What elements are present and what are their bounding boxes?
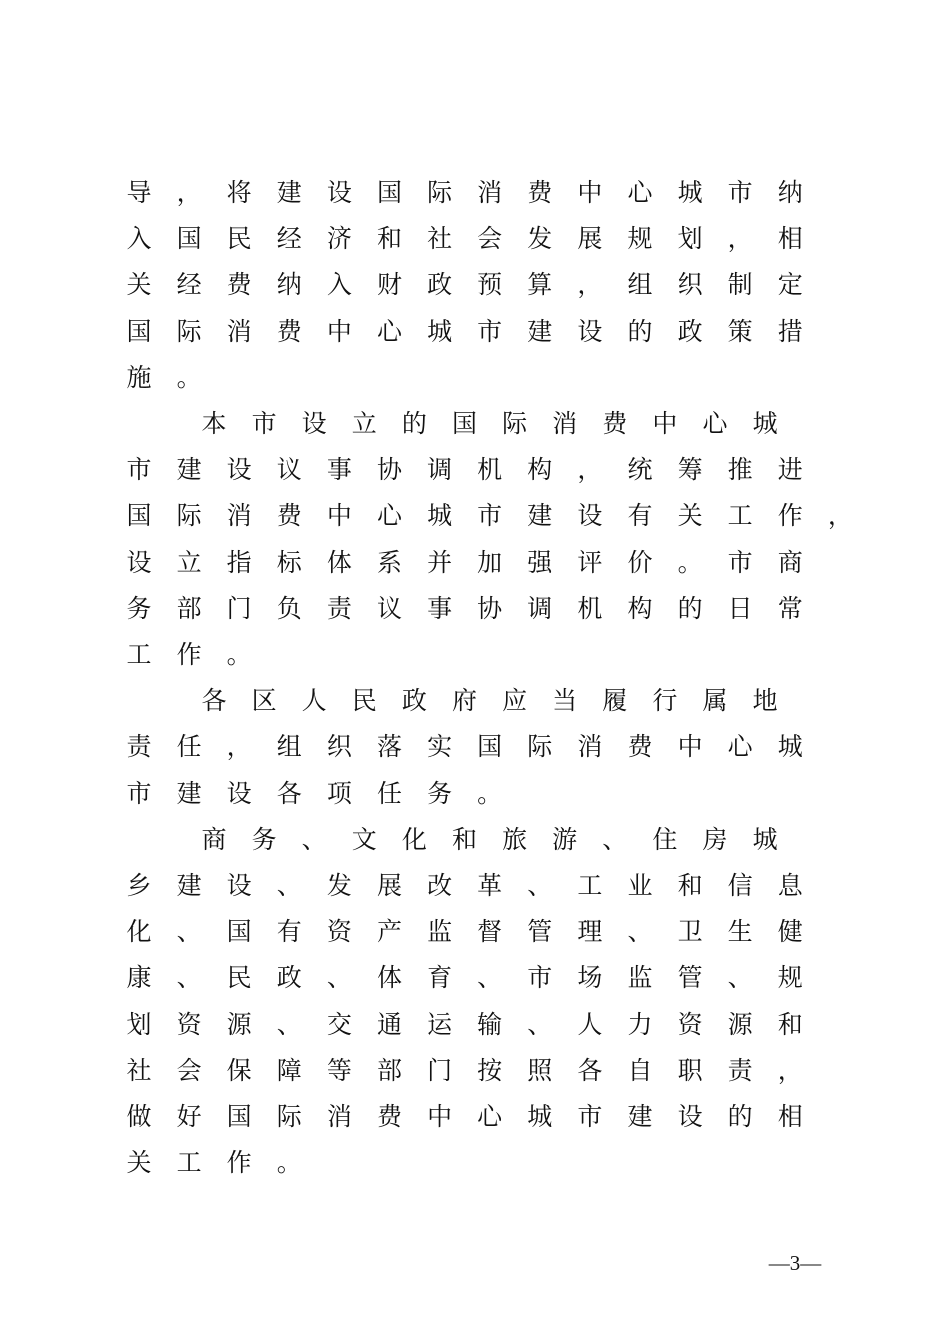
text-char: ， bbox=[827, 501, 853, 531]
text-char: 运 bbox=[427, 1009, 453, 1039]
text-char: 心 bbox=[727, 732, 753, 762]
text-char: 中 bbox=[326, 501, 352, 531]
text-char: 体 bbox=[376, 963, 402, 993]
text-char: 社 bbox=[427, 224, 453, 254]
text-char: 政 bbox=[276, 963, 302, 993]
text-char: 部 bbox=[176, 593, 202, 623]
text-char: 协 bbox=[477, 593, 503, 623]
text-char: 府 bbox=[451, 686, 477, 716]
text-char: 城 bbox=[427, 316, 453, 346]
text-char: 住 bbox=[652, 824, 678, 854]
text-char: 按 bbox=[477, 1055, 503, 1085]
text-char: 、 bbox=[527, 871, 553, 900]
text-char: 统 bbox=[627, 455, 653, 485]
text-char: 的 bbox=[627, 316, 653, 346]
text-char: 务 bbox=[251, 824, 277, 854]
text-char: 城 bbox=[527, 1102, 553, 1131]
text-char: 应 bbox=[502, 686, 528, 716]
text-char: 消 bbox=[552, 409, 578, 438]
text-char: 费 bbox=[276, 501, 302, 531]
text-char: 调 bbox=[527, 593, 553, 623]
text-char: 改 bbox=[427, 871, 453, 900]
text-char: 议 bbox=[276, 455, 302, 485]
text-char: 国 bbox=[126, 316, 152, 346]
text-char: 责 bbox=[326, 593, 352, 623]
text-char: 人 bbox=[301, 686, 327, 716]
text-char: 息 bbox=[777, 871, 803, 900]
text-char: 输 bbox=[477, 1009, 503, 1039]
text-char: 育 bbox=[427, 963, 453, 993]
text-char: ， bbox=[577, 455, 603, 485]
text-char: 加 bbox=[477, 547, 503, 577]
text-char: 心 bbox=[702, 409, 728, 438]
text-char: 、 bbox=[602, 824, 628, 854]
text-char: 游 bbox=[552, 824, 578, 854]
text-char: 组 bbox=[627, 270, 653, 300]
text-char: 推 bbox=[727, 455, 753, 485]
text-char: 务 bbox=[427, 778, 453, 808]
text-char: 业 bbox=[627, 871, 653, 900]
text-char: 务 bbox=[126, 593, 152, 623]
text-char: 民 bbox=[351, 686, 377, 716]
text-char: 源 bbox=[226, 1009, 252, 1039]
text-char: 经 bbox=[276, 224, 302, 254]
text-char: 商 bbox=[201, 824, 227, 854]
text-char: 纳 bbox=[777, 178, 803, 207]
text-char: 国 bbox=[451, 409, 477, 438]
text-char: 费 bbox=[527, 178, 553, 207]
text-char: 管 bbox=[527, 917, 553, 947]
text-char: 城 bbox=[427, 501, 453, 531]
text-char: 消 bbox=[326, 1102, 352, 1131]
text-char: 并 bbox=[427, 547, 453, 577]
text-char: 的 bbox=[677, 593, 703, 623]
text-char: 。 bbox=[226, 640, 252, 669]
text-char: 。 bbox=[477, 778, 503, 808]
text-char: 的 bbox=[727, 1102, 753, 1131]
text-char: 消 bbox=[226, 501, 252, 531]
text-char: 施 bbox=[126, 362, 152, 392]
text-char: 制 bbox=[727, 270, 753, 300]
text-char: 将 bbox=[226, 178, 252, 207]
text-char: 预 bbox=[477, 270, 503, 300]
text-char: 政 bbox=[401, 686, 427, 716]
text-char: 民 bbox=[226, 224, 252, 254]
text-char: 际 bbox=[276, 1102, 302, 1131]
text-char: 系 bbox=[376, 547, 402, 577]
text-char: 、 bbox=[276, 871, 302, 900]
text-char: 强 bbox=[527, 547, 553, 577]
text-char: 工 bbox=[727, 501, 753, 531]
text-char: 进 bbox=[777, 455, 803, 485]
text-char: 建 bbox=[176, 871, 202, 900]
text-char: 相 bbox=[777, 1102, 803, 1131]
text-char: 际 bbox=[427, 178, 453, 207]
text-char: 发 bbox=[326, 871, 352, 900]
text-char: 当 bbox=[552, 686, 578, 716]
text-char: 中 bbox=[427, 1102, 453, 1131]
text-char: 乡 bbox=[126, 871, 152, 900]
text-char: 好 bbox=[176, 1102, 202, 1131]
text-char: 规 bbox=[777, 963, 803, 993]
text-char: 发 bbox=[527, 224, 553, 254]
text-char: 部 bbox=[376, 1055, 402, 1085]
text-char: 城 bbox=[677, 178, 703, 207]
text-char: 属 bbox=[702, 686, 728, 716]
text-char: 资 bbox=[326, 917, 352, 947]
text-char: 本 bbox=[201, 409, 227, 438]
text-char: 、 bbox=[527, 1009, 553, 1039]
text-char: 管 bbox=[677, 963, 703, 993]
text-char: 责 bbox=[126, 732, 152, 762]
text-char: 体 bbox=[326, 547, 352, 577]
text-char: 议 bbox=[376, 593, 402, 623]
text-char: 关 bbox=[677, 501, 703, 531]
text-char: 监 bbox=[627, 963, 653, 993]
text-char: 和 bbox=[777, 1009, 803, 1039]
text-char: 展 bbox=[577, 224, 603, 254]
text-char: 。 bbox=[276, 1148, 302, 1178]
text-char: 事 bbox=[326, 455, 352, 485]
text-char: 革 bbox=[477, 871, 503, 900]
text-char: 、 bbox=[176, 917, 202, 947]
text-char: 市 bbox=[251, 409, 277, 438]
text-char: 卫 bbox=[677, 917, 703, 947]
text-char: 国 bbox=[226, 917, 252, 947]
text-char: 行 bbox=[652, 686, 678, 716]
text-char: 市 bbox=[126, 455, 152, 485]
text-char: 有 bbox=[276, 917, 302, 947]
text-char: 消 bbox=[477, 178, 503, 207]
text-char: 城 bbox=[752, 824, 778, 854]
text-char: 做 bbox=[126, 1102, 152, 1131]
text-char: 等 bbox=[326, 1055, 352, 1085]
text-char: 国 bbox=[176, 224, 202, 254]
text-char: 规 bbox=[627, 224, 653, 254]
text-char: ， bbox=[777, 1055, 803, 1085]
text-char: 的 bbox=[401, 409, 427, 438]
text-char: 入 bbox=[126, 224, 152, 254]
text-char: 济 bbox=[326, 224, 352, 254]
text-char: 责 bbox=[727, 1055, 753, 1085]
text-char: 作 bbox=[176, 640, 202, 669]
text-char: 事 bbox=[427, 593, 453, 623]
text-char: 作 bbox=[777, 501, 803, 531]
text-char: 设 bbox=[301, 409, 327, 438]
text-char: 各 bbox=[276, 778, 302, 808]
text-char: 理 bbox=[577, 917, 603, 947]
text-char: 通 bbox=[376, 1009, 402, 1039]
text-char: 日 bbox=[727, 593, 753, 623]
text-char: 相 bbox=[777, 224, 803, 254]
text-char: 心 bbox=[376, 316, 402, 346]
text-char: 门 bbox=[226, 593, 252, 623]
text-char: 、 bbox=[627, 917, 653, 947]
text-char: 展 bbox=[376, 871, 402, 900]
text-char: 建 bbox=[527, 316, 553, 346]
text-char: 市 bbox=[477, 316, 503, 346]
text-char: 和 bbox=[376, 224, 402, 254]
text-char: 会 bbox=[176, 1055, 202, 1085]
text-char: 督 bbox=[477, 917, 503, 947]
text-char: 划 bbox=[126, 1009, 152, 1039]
text-char: 设 bbox=[326, 178, 352, 207]
text-char: 建 bbox=[276, 178, 302, 207]
text-char: 城 bbox=[777, 732, 803, 762]
text-char: 健 bbox=[777, 917, 803, 947]
text-char: 保 bbox=[226, 1055, 252, 1085]
text-char: 中 bbox=[326, 316, 352, 346]
text-char: 和 bbox=[677, 871, 703, 900]
text-char: 文 bbox=[351, 824, 377, 854]
text-char: 经 bbox=[176, 270, 202, 300]
text-char: 织 bbox=[677, 270, 703, 300]
text-char: 项 bbox=[326, 778, 352, 808]
text-char: 国 bbox=[126, 501, 152, 531]
text-char: 国 bbox=[226, 1102, 252, 1131]
text-char: 市 bbox=[577, 1102, 603, 1131]
text-char: 费 bbox=[602, 409, 628, 438]
text-char: 国 bbox=[376, 178, 402, 207]
text-char: 费 bbox=[376, 1102, 402, 1131]
text-char: 商 bbox=[777, 547, 803, 577]
text-char: 织 bbox=[326, 732, 352, 762]
text-char: 社 bbox=[126, 1055, 152, 1085]
text-char: 协 bbox=[376, 455, 402, 485]
text-char: 履 bbox=[602, 686, 628, 716]
text-char: 、 bbox=[301, 824, 327, 854]
text-char: 生 bbox=[727, 917, 753, 947]
text-char: 城 bbox=[752, 409, 778, 438]
text-char: 化 bbox=[126, 917, 152, 947]
text-char: 立 bbox=[176, 547, 202, 577]
text-char: 心 bbox=[376, 501, 402, 531]
text-char: 。 bbox=[176, 362, 202, 392]
text-char: 费 bbox=[276, 316, 302, 346]
text-char: 市 bbox=[727, 547, 753, 577]
text-char: 交 bbox=[326, 1009, 352, 1039]
text-char: 落 bbox=[376, 732, 402, 762]
text-char: 际 bbox=[176, 501, 202, 531]
text-char: 。 bbox=[677, 547, 703, 577]
text-char: 构 bbox=[527, 455, 553, 485]
text-char: 任 bbox=[176, 732, 202, 762]
text-char: 、 bbox=[326, 963, 352, 993]
text-char: 照 bbox=[527, 1055, 553, 1085]
text-char: 构 bbox=[627, 593, 653, 623]
text-char: 民 bbox=[226, 963, 252, 993]
text-char: 设 bbox=[226, 455, 252, 485]
text-char: 障 bbox=[276, 1055, 302, 1085]
text-char: 关 bbox=[126, 1148, 152, 1178]
text-char: 工 bbox=[577, 871, 603, 900]
text-char: 自 bbox=[627, 1055, 653, 1085]
text-char: 费 bbox=[627, 732, 653, 762]
text-char: 纳 bbox=[276, 270, 302, 300]
text-char: ， bbox=[727, 224, 753, 254]
text-char: 算 bbox=[527, 270, 553, 300]
text-char: 设 bbox=[226, 871, 252, 900]
text-char: 各 bbox=[201, 686, 227, 716]
text-char: ， bbox=[226, 732, 252, 762]
text-char: 国 bbox=[477, 732, 503, 762]
text-char: 场 bbox=[577, 963, 603, 993]
text-char: 建 bbox=[527, 501, 553, 531]
text-char: ， bbox=[176, 178, 202, 207]
page-number: —3— bbox=[768, 1251, 822, 1275]
text-char: 机 bbox=[577, 593, 603, 623]
text-char: 市 bbox=[126, 778, 152, 808]
text-char: 际 bbox=[502, 409, 528, 438]
text-char: 政 bbox=[427, 270, 453, 300]
text-char: 力 bbox=[627, 1009, 653, 1039]
text-char: 监 bbox=[427, 917, 453, 947]
text-char: 区 bbox=[251, 686, 277, 716]
text-char: 中 bbox=[677, 732, 703, 762]
text-char: 实 bbox=[427, 732, 453, 762]
text-char: 际 bbox=[176, 316, 202, 346]
text-char: 设 bbox=[126, 547, 152, 577]
text-char: 产 bbox=[376, 917, 402, 947]
text-char: 策 bbox=[727, 316, 753, 346]
text-char: 市 bbox=[727, 178, 753, 207]
text-char: 指 bbox=[226, 547, 252, 577]
text-char: 作 bbox=[226, 1148, 252, 1178]
text-char: 入 bbox=[326, 270, 352, 300]
text-char: ， bbox=[577, 270, 603, 300]
text-char: 任 bbox=[376, 778, 402, 808]
text-char: 组 bbox=[276, 732, 302, 762]
text-char: 、 bbox=[276, 1009, 302, 1039]
text-char: 工 bbox=[176, 1148, 202, 1178]
text-char: 政 bbox=[677, 316, 703, 346]
text-char: 调 bbox=[427, 455, 453, 485]
text-char: 消 bbox=[226, 316, 252, 346]
text-char: 设 bbox=[577, 501, 603, 531]
text-char: 费 bbox=[226, 270, 252, 300]
text-char: 建 bbox=[627, 1102, 653, 1131]
text-char: 评 bbox=[577, 547, 603, 577]
text-char: 康 bbox=[126, 963, 152, 993]
text-char: 建 bbox=[176, 455, 202, 485]
text-char: 职 bbox=[677, 1055, 703, 1085]
text-char: 有 bbox=[627, 501, 653, 531]
text-char: 信 bbox=[727, 871, 753, 900]
text-char: 中 bbox=[652, 409, 678, 438]
text-char: 立 bbox=[351, 409, 377, 438]
text-char: 、 bbox=[176, 963, 202, 993]
text-char: 关 bbox=[126, 270, 152, 300]
text-char: 源 bbox=[727, 1009, 753, 1039]
text-char: 旅 bbox=[502, 824, 528, 854]
text-char: 消 bbox=[577, 732, 603, 762]
text-char: 措 bbox=[777, 316, 803, 346]
text-char: 心 bbox=[477, 1102, 503, 1131]
text-char: 中 bbox=[577, 178, 603, 207]
text-char: 化 bbox=[401, 824, 427, 854]
text-char: 设 bbox=[677, 1102, 703, 1131]
text-char: 导 bbox=[126, 178, 152, 207]
text-char: 会 bbox=[477, 224, 503, 254]
text-char: 门 bbox=[427, 1055, 453, 1085]
text-char: 财 bbox=[376, 270, 402, 300]
text-char: 标 bbox=[276, 547, 302, 577]
text-char: 工 bbox=[126, 640, 152, 669]
text-char: 际 bbox=[527, 732, 553, 762]
text-char: 筹 bbox=[677, 455, 703, 485]
text-char: 和 bbox=[451, 824, 477, 854]
text-char: 建 bbox=[176, 778, 202, 808]
text-char: 房 bbox=[702, 824, 728, 854]
text-char: 常 bbox=[777, 593, 803, 623]
text-char: 负 bbox=[276, 593, 302, 623]
text-char: 资 bbox=[677, 1009, 703, 1039]
text-char: 定 bbox=[777, 270, 803, 300]
text-char: 价 bbox=[627, 547, 653, 577]
text-char: 、 bbox=[477, 963, 503, 993]
text-char: 划 bbox=[677, 224, 703, 254]
text-char: 设 bbox=[226, 778, 252, 808]
text-char: 人 bbox=[577, 1009, 603, 1039]
text-char: 机 bbox=[477, 455, 503, 485]
text-char: 设 bbox=[577, 316, 603, 346]
text-char: 心 bbox=[627, 178, 653, 207]
text-char: 各 bbox=[577, 1055, 603, 1085]
text-char: 地 bbox=[752, 686, 778, 716]
text-char: 市 bbox=[477, 501, 503, 531]
text-char: 市 bbox=[527, 963, 553, 993]
text-char: 资 bbox=[176, 1009, 202, 1039]
text-char: 、 bbox=[727, 963, 753, 993]
